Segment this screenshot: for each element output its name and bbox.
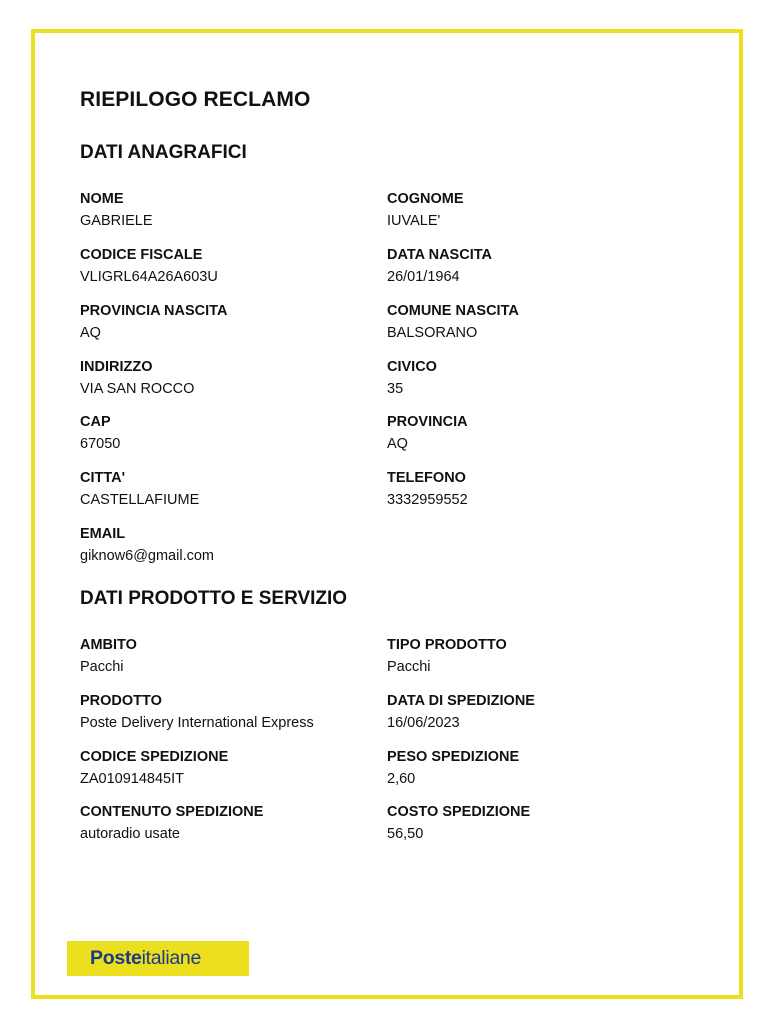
field-label: COSTO SPEDIZIONE xyxy=(387,804,531,820)
field-label: CITTA' xyxy=(80,470,126,486)
field-nome xyxy=(80,190,380,230)
field-value: giknow6@gmail.com xyxy=(80,548,214,564)
field-value: autoradio usate xyxy=(80,826,180,842)
field-provincia-nascita xyxy=(80,302,380,342)
field-value: VIA SAN ROCCO xyxy=(80,381,195,397)
field-cognome xyxy=(387,190,687,230)
section-title-prodotto: DATI PRODOTTO E SERVIZIO xyxy=(80,588,348,609)
field-label: NOME xyxy=(80,191,124,207)
field-provincia xyxy=(387,413,687,453)
field-value: Poste Delivery International Express xyxy=(80,715,314,731)
field-value: 35 xyxy=(387,381,404,397)
field-label: CONTENUTO SPEDIZIONE xyxy=(80,804,264,820)
field-label: DATA DI SPEDIZIONE xyxy=(387,693,535,709)
field-contenuto-spedizione xyxy=(80,803,380,843)
field-tipo-prodotto xyxy=(387,636,687,676)
field-label: PROVINCIA NASCITA xyxy=(80,303,228,319)
field-codice-spedizione xyxy=(80,748,380,788)
field-label: INDIRIZZO xyxy=(80,359,153,375)
posteitaliane-logo xyxy=(67,941,249,976)
field-value: 2,60 xyxy=(387,771,416,787)
field-label: CIVICO xyxy=(387,359,437,375)
field-data-nascita xyxy=(387,246,687,286)
page-frame xyxy=(31,29,743,999)
document-title: RIEPILOGO RECLAMO xyxy=(80,88,311,111)
field-value: BALSORANO xyxy=(387,325,478,341)
field-costo-spedizione xyxy=(387,803,687,843)
field-value: IUVALE' xyxy=(387,213,441,229)
logo-text-regular: italiane xyxy=(141,947,202,969)
field-cap xyxy=(80,413,380,453)
field-indirizzo xyxy=(80,358,380,398)
field-value: VLIGRL64A26A603U xyxy=(80,269,218,285)
field-comune-nascita xyxy=(387,302,687,342)
field-value: AQ xyxy=(80,325,101,341)
logo-text-bold: Poste xyxy=(90,947,142,969)
field-value: 16/06/2023 xyxy=(387,715,460,731)
field-label: AMBITO xyxy=(80,637,137,653)
field-label: TELEFONO xyxy=(387,470,466,486)
field-telefono xyxy=(387,469,687,509)
field-ambito xyxy=(80,636,380,676)
field-codice-fiscale xyxy=(80,246,380,286)
field-label: PESO SPEDIZIONE xyxy=(387,749,520,765)
field-value: AQ xyxy=(387,436,408,452)
field-value: 67050 xyxy=(80,436,121,452)
field-value: 56,50 xyxy=(387,826,424,842)
field-label: COMUNE NASCITA xyxy=(387,303,519,319)
field-data-spedizione xyxy=(387,692,687,732)
field-label: TIPO PRODOTTO xyxy=(387,637,507,653)
field-value: Pacchi xyxy=(387,659,431,675)
field-label: CODICE SPEDIZIONE xyxy=(80,749,229,765)
field-label: PROVINCIA xyxy=(387,414,468,430)
field-citta xyxy=(80,469,380,509)
field-value: Pacchi xyxy=(80,659,124,675)
field-value: 3332959552 xyxy=(387,492,468,508)
section-title-anagrafici: DATI ANAGRAFICI xyxy=(80,142,247,163)
field-value: GABRIELE xyxy=(80,213,153,229)
field-email xyxy=(80,525,380,565)
field-label: PRODOTTO xyxy=(80,693,162,709)
field-value: 26/01/1964 xyxy=(387,269,460,285)
field-label: CAP xyxy=(80,414,111,430)
field-value: CASTELLAFIUME xyxy=(80,492,200,508)
field-prodotto xyxy=(80,692,380,732)
field-civico xyxy=(387,358,687,398)
field-value: ZA010914845IT xyxy=(80,771,184,787)
field-label: DATA NASCITA xyxy=(387,247,492,263)
field-label: CODICE FISCALE xyxy=(80,247,203,263)
field-label: COGNOME xyxy=(387,191,464,207)
field-label: EMAIL xyxy=(80,526,126,542)
field-peso-spedizione xyxy=(387,748,687,788)
